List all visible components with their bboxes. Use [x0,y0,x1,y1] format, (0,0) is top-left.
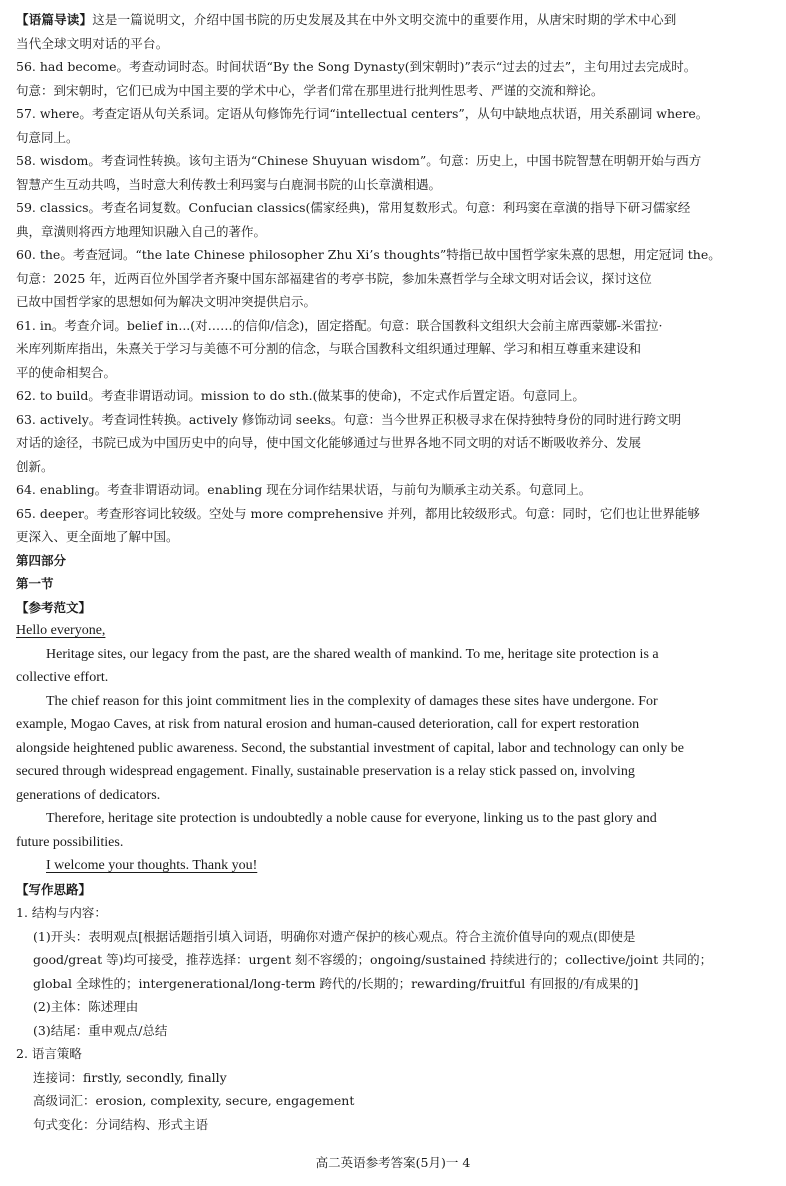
guide-text-1: 这是一篇说明文，介绍中国书院的历史发展及其在中外文明交流中的重要作用，从唐宋时期的学术中心到 [92,12,677,27]
essay-greeting: Hello everyone, [16,623,106,638]
essay-para3-line1: Therefore, heritage site protection is undoubtedly a noble cause for everyone, linking us to the past glory and [46,811,657,826]
answer-line: 56. had become。考查动词时态。时间状语“By the Song Dynasty(到宋朝时)”表示“过去的过去”，主句用过去完成时。 [16,59,697,74]
answer-item [16,384,774,408]
answer-item [16,149,774,196]
essay-closing: I welcome your thoughts. Thank you! [46,858,258,873]
answer-line: 创新。 [16,458,54,474]
answer-line: 59. classics。考查名词复数。Confucian classics(儒家经典)，常用复数形式。句意：利玛窦在章潢的指导下研习儒家经 [16,200,691,215]
sample-essay-tag: 【参考范文】 [16,599,92,615]
structure-item-1c: global 全球性的；intergenerational/long-term 跨代的/长期的；rewarding/fruitful 有回报的/有成果的] [33,975,639,991]
answer-line: 平的使命相契合。 [16,364,117,380]
answer-line: 智慧产生互动共鸣，当时意大利传教士利玛窦与白鹿洞书院的山长章潢相遇。 [16,176,442,192]
answer-item [16,102,774,149]
answer-item [16,408,774,479]
writing-ideas-tag: 【写作思路】 [16,881,92,897]
structure-item-3: (3)结尾：重申观点/总结 [33,1022,168,1038]
answer-line: 62. to build。考查非谓语动词。mission to do sth.(做某事的使命)，不定式作后置定语。句意同上。 [16,388,585,403]
answer-line: 典，章潢则将西方地理知识融入自己的著作。 [16,223,267,239]
answer-item [16,243,774,314]
language-heading: 2. 语言策略 [16,1046,82,1061]
essay-para3-line2: future possibilities. [16,834,124,850]
language-item-sentences: 句式变化：分词结构、形式主语 [33,1116,209,1132]
essay-para2-line3: alongside heightened public awareness. Second, the substantial investment of capital, labor and technology can only be [16,740,684,756]
part-heading: 第四部分 [16,552,67,568]
essay-para2-line2: example, Mogao Caves, at risk from natural erosion and human-caused deterioration, call for expert restoration [16,717,640,732]
guide-text-2: 当代全球文明对话的平台。 [16,35,169,51]
answer-line: 65. deeper。考查形容词比较级。空处与 more comprehensive 并列，都用比较级形式。句意：同时，它们也让世界能够 [16,505,700,521]
answer-item [16,478,774,502]
answer-page [16,8,774,1136]
answer-line: 米库列斯库指出，朱熹关于学习与美德不可分割的信念，与联合国教科文组织通过理解、学习和相互尊重来建设和 [16,341,642,356]
answer-item [16,196,774,243]
structure-item-2: (2)主体：陈述理由 [33,999,139,1014]
essay-para1-line1: Heritage sites, our legacy from the past, are the shared wealth of mankind. To me, heritage site protection is a [46,646,659,662]
answer-line: 61. in。考查介词。belief in...(对……的信仰/信念)，固定搭配。句意：联合国教科文组织大会前主席西蒙娜-米雷拉· [16,317,663,333]
language-item-connectives: 连接词：firstly, secondly, finally [33,1069,227,1085]
structure-item-1b: good/great 等)均可接受，推荐选择：urgent 刻不容缓的；ongoing/sustained 持续进行的；collective/joint 共同的； [33,952,713,967]
answer-line: 已故中国哲学家的思想如何为解决文明冲突提供启示。 [16,294,317,309]
answer-line: 58. wisdom。考查词性转换。该句主语为“Chinese Shuyuan wisdom”。句意：历史上，中国书院智慧在明朝开始与西方 [16,153,702,168]
answer-line: 对话的途径，书院已成为中国历史中的向导，使中国文化能够通过与世界各地不同文明的对话不断吸收养分、发展 [16,435,642,450]
answer-item [16,314,774,385]
answer-item [16,55,774,102]
essay-para2-line4: secured through widespread engagement. Finally, sustainable preservation is a relay stick passed on, involving [16,764,635,779]
guide-tag: 【语篇导读】 [16,12,93,27]
answer-line: 句意同上。 [16,129,79,145]
answer-list [16,55,774,549]
answer-line: 64. enabling。考查非谓语动词。enabling 现在分词作结果状语，与前句为顺承主动关系。句意同上。 [16,482,592,497]
passage-guide [16,8,774,32]
sample-essay [16,619,774,878]
section-heading: 第一节 [16,576,54,591]
page-footer: 高二英语参考答案(5月)一 4 [315,1155,471,1170]
essay-para2-line5: generations of dedicators. [16,787,161,803]
essay-para1-line2: collective effort. [16,670,109,685]
answer-line: 60. the。考查冠词。“the late Chinese philosopher Zhu Xi’s thoughts”特指已故中国哲学家朱熹的思想，用定冠词 the。 [16,247,721,262]
answer-line: 句意：到宋朝时，它们已成为中国主要的学术中心，学者们常在那里进行批判性思考、严谨的交流和辩论。 [16,82,604,98]
answer-line: 更深入、更全面地了解中国。 [16,529,179,544]
answer-line: 57. where。考查定语从句关系词。定语从句修饰先行词“intellectual centers”，从句中缺地点状语，用关系副词 where。 [16,106,709,121]
answer-line: 句意：2025 年，近两百位外国学者齐聚中国东部福建省的考亭书院，参加朱熹哲学与全球文明对话会议，探讨这位 [16,270,652,286]
structure-item-1a: (1)开头：表明观点[根据话题指引填入词语，明确你对遗产保护的核心观点。符合主流价值导向的观点(即使是 [33,928,636,944]
language-item-vocabulary: 高级词汇：erosion, complexity, secure, engagement [33,1093,355,1108]
essay-para2-line1: The chief reason for this joint commitment lies in the complexity of damages these sites have undergone. For [46,693,658,709]
answer-item [16,502,774,549]
answer-line: 63. actively。考查词性转换。actively 修饰动词 seeks。句意：当今世界正积极寻求在保持独特身份的同时进行跨文明 [16,411,681,427]
structure-heading: 1. 结构与内容： [16,905,107,920]
